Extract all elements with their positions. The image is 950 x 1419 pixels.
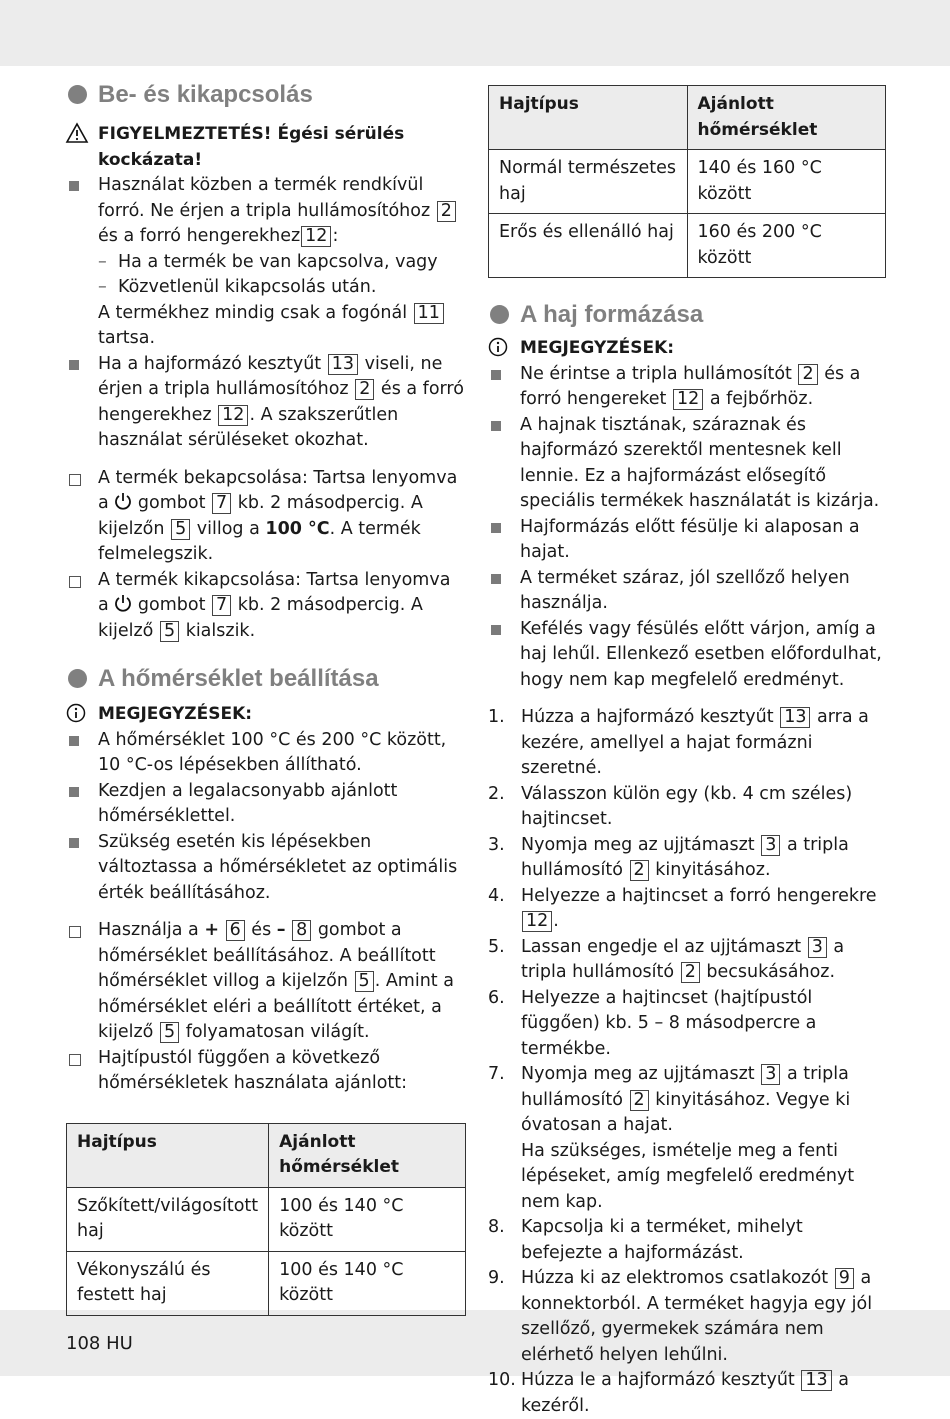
right-column: [488, 85, 886, 1419]
step-number: 8.: [488, 1217, 505, 1237]
note-heading: [488, 336, 886, 362]
list-item: [66, 173, 466, 352]
section-title-styling: A haj formázása: [488, 300, 886, 330]
table-cell: 100 és 140 °C között: [269, 1187, 466, 1251]
list-item: [66, 466, 466, 568]
text: becsukásához.: [706, 962, 836, 982]
list-item: Hajtípustól függően a következő hőmérsékletek használata ajánlott:: [66, 1046, 466, 1097]
text: A termék bekapcsolása: Tartsa lenyomva a: [98, 467, 458, 513]
text: Ha a hajformázó kesztyűt: [98, 353, 322, 374]
ref-number: 11: [414, 303, 444, 324]
step-list: [66, 466, 466, 645]
list-item: [66, 352, 466, 454]
page-number: 108 HU: [66, 1333, 133, 1354]
text: .: [553, 911, 559, 931]
text: viseli, ne érjen a tripla hullámosítóhoz: [98, 353, 443, 399]
ref-number: 5: [160, 1022, 179, 1043]
text: . Amint a hőmérséklet eléri a beállított értéket, a kijelző: [98, 971, 454, 1042]
table-cell: Erős és ellenálló haj: [489, 214, 688, 278]
ref-number: 2: [355, 379, 374, 400]
table-header: Ajánlott hőmérséklet: [269, 1123, 466, 1187]
list-item: Hajformázás előtt fésülje ki alaposan a hajat.: [488, 515, 886, 566]
step-list: [66, 918, 466, 1097]
step-item: [488, 1215, 886, 1266]
warning-list: [66, 173, 466, 454]
note-heading: [66, 702, 466, 728]
table-row: [67, 1251, 466, 1315]
list-item: Kefélés vagy fésülés előtt várjon, amíg a haj lehűl. Ellenkező esetben előfordulhat, hogy nem kap megfelelő eredményt.: [488, 617, 886, 694]
text: Ha szükséges, ismételje meg a fenti lépéseket, amíg megfelelő eredményt nem kap.: [521, 1140, 855, 1212]
text: :: [332, 226, 339, 246]
ref-number: 2: [681, 962, 700, 983]
dash-item: – Közvetlenül kikapcsolás után.: [98, 275, 466, 301]
table-row: [489, 214, 886, 278]
text: kb. 2 másodpercig. A kijelző: [98, 595, 423, 641]
step-item: [488, 833, 886, 884]
step-item: [488, 935, 886, 986]
text: a tripla hullámosító: [521, 834, 849, 880]
text: Nyomja meg az ujjtámaszt: [521, 834, 755, 855]
ref-number: 12: [522, 911, 552, 932]
text: Ne érintse a tripla hullámosítót: [520, 363, 792, 384]
note-list: [66, 728, 466, 907]
ref-number: 2: [630, 860, 649, 881]
ref-number: 12: [673, 389, 703, 410]
text: Nyomja meg az ujjtámaszt: [521, 1064, 755, 1084]
text: A termékhez mindig csak a fogónál: [98, 302, 408, 323]
table-row: [489, 150, 886, 214]
step-number: 9.: [488, 1268, 505, 1288]
table-header: Hajtípus: [489, 86, 688, 150]
list-item: Kezdjen a legalacsonyabb ajánlott hőmérséklettel.: [66, 779, 466, 830]
step-item: [488, 782, 886, 833]
section-title-on-off: Be- és kikapcsolás: [66, 80, 466, 110]
step-number: 1.: [488, 707, 505, 727]
table-cell: Szőkített/világosított haj: [67, 1187, 269, 1251]
info-circle-icon: [66, 703, 86, 730]
ref-number: 3: [761, 1064, 780, 1085]
text: gombot: [137, 595, 206, 615]
ref-number: 13: [328, 354, 358, 375]
text: Húzza a hajformázó kesztyűt: [521, 707, 774, 727]
text: a kezéről.: [521, 1370, 849, 1416]
dash-list: [98, 250, 466, 301]
text: a konnektorból. A terméket hagyja egy jól szellőző, gyermekek számára nem elérhető helyen lehűlni.: [521, 1268, 873, 1365]
text: és: [251, 920, 272, 940]
text: tartsa.: [98, 328, 156, 348]
list-item: A hajnak tisztának, száraznak és hajformázó szerektől mentesnek kell lennie. Ez a hajformázást elősegítő speciális termékek használatát is kizárja.: [488, 413, 886, 515]
table-cell: 160 és 200 °C között: [687, 214, 886, 278]
ref-number: 2: [630, 1090, 649, 1111]
ref-number: 3: [808, 937, 827, 958]
text: Lassan engedje el az ujjtámaszt: [521, 936, 802, 957]
text: a fejbőrhöz.: [709, 389, 814, 409]
warning-text: FIGYELMEZTETÉS! Égési sérülés kockázata!: [98, 124, 405, 170]
text: arra a kezére, amellyel a hajat formázni szeretné.: [521, 707, 869, 778]
ref-number: 5: [160, 621, 179, 642]
list-item: [488, 362, 886, 413]
step-number: 7.: [488, 1064, 505, 1084]
table-row: [67, 1187, 466, 1251]
text: és a forró hengereket: [520, 363, 861, 409]
text: kinyitásához.: [655, 860, 771, 880]
text: villog a: [196, 518, 260, 539]
text: a tripla hullámosító: [521, 936, 845, 982]
text: Helyezze a hajtincset a forró hengerekre: [521, 885, 877, 906]
ref-number: 6: [226, 920, 245, 941]
plus-symbol: +: [204, 920, 219, 940]
note-text: MEGJEGYZÉSEK:: [520, 338, 675, 358]
warning-heading: [66, 122, 466, 173]
warning-triangle-icon: [66, 123, 88, 150]
dash-item: – Ha a termék be van kapcsolva, vagy: [98, 250, 466, 276]
table-cell: 100 és 140 °C között: [269, 1251, 466, 1315]
text: . A termék felmelegszik.: [98, 518, 421, 564]
text: A termék kikapcsolása: Tartsa lenyomva a: [98, 569, 451, 615]
text: gombot: [137, 493, 206, 513]
step-item: [488, 1266, 886, 1368]
table-header: Ajánlott hőmérséklet: [687, 86, 886, 150]
table-cell: Normál természetes haj: [489, 150, 688, 214]
minus-symbol: –: [276, 920, 286, 940]
text: Kapcsolja ki a terméket, mihelyt befejezte a hajformázást.: [521, 1217, 803, 1263]
text: a tripla hullámosító: [521, 1064, 849, 1110]
temperature-table-right: [488, 85, 886, 278]
step-number: 10.: [488, 1370, 516, 1390]
numbered-steps: [488, 705, 886, 1419]
step-item: [488, 986, 886, 1063]
list-item: A terméket száraz, jól szellőző helyen használja.: [488, 566, 886, 617]
text: Használat közben a termék rendkívül forró. Ne érjen a tripla hullámosítóhoz: [98, 175, 431, 221]
ref-number: 2: [437, 201, 456, 222]
text: . A szakszerűtlen használat sérüléseket okozhat.: [98, 404, 399, 450]
text: gombot a hőmérséklet beállításához. A beállított hőmérséklet villog a kijelzőn: [98, 920, 436, 991]
text: Válasszon külön egy (kb. 4 cm széles) hajtincset.: [521, 783, 853, 829]
step-number: 6.: [488, 987, 505, 1008]
power-icon: [114, 595, 132, 615]
step-item: [488, 1062, 886, 1215]
left-column: [66, 80, 466, 1316]
note-list: [488, 362, 886, 694]
text: Húzza le a hajformázó kesztyűt: [521, 1370, 795, 1390]
text: Használja a: [98, 920, 199, 940]
step-number: 4.: [488, 885, 505, 906]
list-item: Szükség esetén kis lépésekben változtassa a hőmérsékletet az optimális érték beállításához.: [66, 830, 466, 907]
list-item: A hőmérséklet 100 °C és 200 °C között, 10 °C-os lépésekben állítható.: [66, 728, 466, 779]
ref-number: 8: [292, 920, 311, 941]
list-item: [66, 568, 466, 645]
text: folyamatosan világít.: [185, 1022, 370, 1042]
text: Húzza ki az elektromos csatlakozót: [521, 1268, 829, 1288]
power-icon: [114, 493, 132, 513]
ref-number: 7: [212, 595, 231, 616]
step-number: 3.: [488, 834, 505, 855]
table-cell: Vékonyszálú és festett haj: [67, 1251, 269, 1315]
text: kialszik.: [185, 620, 256, 641]
ref-number: 5: [171, 519, 190, 540]
step-number: 5.: [488, 936, 505, 957]
table-cell: 140 és 160 °C között: [687, 150, 886, 214]
temperature-table-left: [66, 1123, 466, 1316]
step-item: [488, 884, 886, 935]
ref-number: 12: [218, 405, 248, 426]
ref-number: 9: [835, 1268, 854, 1289]
text: kb. 2 másodpercig. A kijelzőn: [98, 493, 423, 539]
ref-number: 5: [355, 971, 374, 992]
text: és a forró hengerekhez: [98, 226, 301, 246]
info-circle-icon: [488, 337, 508, 364]
table-header: Hajtípus: [67, 1123, 269, 1187]
ref-number: 13: [780, 707, 810, 728]
text: Helyezze a hajtincset (hajtípustól függően) kb. 5 – 8 másodpercre a termékbe.: [521, 987, 817, 1059]
note-text: MEGJEGYZÉSEK:: [98, 704, 253, 724]
list-item: [66, 918, 466, 1046]
bold-text: 100 °C: [265, 518, 330, 539]
step-item: [488, 705, 886, 782]
ref-number: 7: [212, 493, 231, 514]
top-band: [0, 0, 950, 66]
ref-number: 13: [801, 1370, 831, 1391]
ref-number: 12: [301, 226, 331, 247]
section-title-temperature: A hőmérséklet beállítása: [66, 664, 466, 694]
text: és a forró hengerekhez: [98, 379, 464, 425]
text: kinyitásához. Vegye ki óvatosan a hajat.: [521, 1089, 851, 1135]
step-number: 2.: [488, 783, 505, 804]
ref-number: 3: [761, 835, 780, 856]
ref-number: 2: [798, 364, 817, 385]
step-item: [488, 1368, 886, 1419]
